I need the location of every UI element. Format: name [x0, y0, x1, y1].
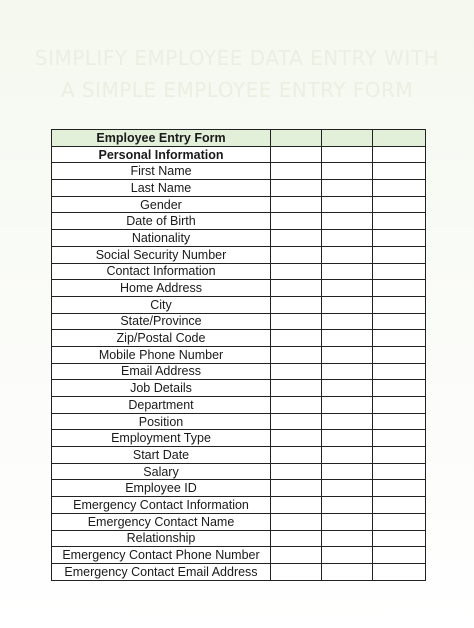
- entry-cell[interactable]: [271, 380, 322, 397]
- header-cell: [373, 130, 426, 147]
- entry-cell[interactable]: [271, 296, 322, 313]
- entry-cell[interactable]: [271, 346, 322, 363]
- entry-cell[interactable]: [373, 563, 426, 580]
- entry-cell[interactable]: [373, 547, 426, 564]
- entry-cell[interactable]: [322, 363, 373, 380]
- entry-cell[interactable]: [373, 330, 426, 347]
- header-cell: [322, 130, 373, 147]
- entry-cell[interactable]: [271, 430, 322, 447]
- entry-cell[interactable]: [322, 146, 373, 163]
- entry-cell[interactable]: [271, 163, 322, 180]
- entry-cell[interactable]: [373, 280, 426, 297]
- entry-cell[interactable]: [271, 146, 322, 163]
- entry-cell[interactable]: [322, 447, 373, 464]
- entry-cell[interactable]: [271, 180, 322, 197]
- entry-cell[interactable]: [322, 213, 373, 230]
- entry-cell[interactable]: [373, 180, 426, 197]
- entry-cell[interactable]: [322, 330, 373, 347]
- field-label: Emergency Contact Information: [52, 497, 271, 514]
- table-row: [52, 313, 426, 330]
- table-row: [52, 413, 426, 430]
- entry-cell[interactable]: [271, 530, 322, 547]
- entry-cell[interactable]: [271, 363, 322, 380]
- table-row: [52, 196, 426, 213]
- header-cell: [271, 130, 322, 147]
- field-label: Emergency Contact Name: [52, 513, 271, 530]
- field-label: Position: [52, 413, 271, 430]
- field-label: State/Province: [52, 313, 271, 330]
- entry-cell[interactable]: [271, 246, 322, 263]
- table-row: [52, 213, 426, 230]
- field-label: Date of Birth: [52, 213, 271, 230]
- page-title: [0, 42, 474, 106]
- table-row: [52, 296, 426, 313]
- entry-cell[interactable]: [322, 246, 373, 263]
- entry-cell[interactable]: [271, 313, 322, 330]
- entry-cell[interactable]: [271, 563, 322, 580]
- entry-cell[interactable]: [373, 346, 426, 363]
- entry-cell[interactable]: [322, 463, 373, 480]
- field-label: Employee ID: [52, 480, 271, 497]
- entry-cell[interactable]: [322, 313, 373, 330]
- entry-cell[interactable]: [373, 363, 426, 380]
- table-row: [52, 330, 426, 347]
- entry-cell[interactable]: [373, 196, 426, 213]
- entry-cell[interactable]: [322, 513, 373, 530]
- entry-cell[interactable]: [322, 397, 373, 414]
- table-row: [52, 463, 426, 480]
- entry-cell[interactable]: [271, 213, 322, 230]
- entry-cell[interactable]: [322, 547, 373, 564]
- table-row: [52, 280, 426, 297]
- entry-cell[interactable]: [271, 330, 322, 347]
- entry-cell[interactable]: [373, 380, 426, 397]
- entry-cell[interactable]: [373, 447, 426, 464]
- title-line-2: A SIMPLE EMPLOYEE ENTRY FORM: [60, 78, 414, 102]
- table-row: [52, 380, 426, 397]
- title-line-1: SIMPLIFY EMPLOYEE DATA ENTRY WITH: [34, 46, 440, 70]
- table-row: [52, 547, 426, 564]
- entry-cell[interactable]: [373, 530, 426, 547]
- entry-cell[interactable]: [373, 296, 426, 313]
- table-row: [52, 497, 426, 514]
- field-label: Job Details: [52, 380, 271, 397]
- entry-cell[interactable]: [373, 413, 426, 430]
- entry-cell[interactable]: [373, 513, 426, 530]
- entry-cell[interactable]: [373, 246, 426, 263]
- entry-cell[interactable]: [322, 480, 373, 497]
- table-header-row: [52, 130, 426, 147]
- table-row: [52, 397, 426, 414]
- entry-cell[interactable]: [271, 397, 322, 414]
- entry-cell[interactable]: [322, 163, 373, 180]
- entry-cell[interactable]: [373, 497, 426, 514]
- entry-cell[interactable]: [271, 447, 322, 464]
- entry-cell[interactable]: [271, 480, 322, 497]
- field-label: Gender: [52, 196, 271, 213]
- entry-cell[interactable]: [373, 230, 426, 247]
- section-row: [52, 146, 426, 163]
- entry-cell[interactable]: [373, 430, 426, 447]
- table-row: [52, 513, 426, 530]
- entry-cell[interactable]: [271, 463, 322, 480]
- entry-cell[interactable]: [271, 413, 322, 430]
- entry-cell[interactable]: [271, 513, 322, 530]
- form-header-label: Employee Entry Form: [52, 130, 271, 147]
- field-label: Emergency Contact Phone Number: [52, 547, 271, 564]
- entry-cell[interactable]: [373, 213, 426, 230]
- field-label: Emergency Contact Email Address: [52, 563, 271, 580]
- entry-cell[interactable]: [322, 263, 373, 280]
- entry-cell[interactable]: [271, 280, 322, 297]
- entry-cell[interactable]: [373, 397, 426, 414]
- entry-cell[interactable]: [373, 163, 426, 180]
- field-label: Relationship: [52, 530, 271, 547]
- entry-cell[interactable]: [322, 530, 373, 547]
- field-label: Zip/Postal Code: [52, 330, 271, 347]
- field-label: Mobile Phone Number: [52, 346, 271, 363]
- table-row: [52, 180, 426, 197]
- entry-cell[interactable]: [322, 180, 373, 197]
- entry-cell[interactable]: [322, 430, 373, 447]
- table-row: [52, 363, 426, 380]
- field-label: City: [52, 296, 271, 313]
- entry-cell[interactable]: [271, 230, 322, 247]
- entry-cell[interactable]: [322, 196, 373, 213]
- entry-cell[interactable]: [373, 313, 426, 330]
- table-row: [52, 346, 426, 363]
- table-row: [52, 480, 426, 497]
- entry-cell[interactable]: [322, 280, 373, 297]
- field-label: Salary: [52, 463, 271, 480]
- field-label: Contact Information: [52, 263, 271, 280]
- entry-cell[interactable]: [271, 497, 322, 514]
- entry-cell[interactable]: [373, 146, 426, 163]
- table-row: [52, 430, 426, 447]
- entry-cell[interactable]: [322, 346, 373, 363]
- entry-cell[interactable]: [373, 263, 426, 280]
- employee-entry-table: [51, 129, 426, 581]
- field-label: Employment Type: [52, 430, 271, 447]
- field-label: Nationality: [52, 230, 271, 247]
- table-row: [52, 230, 426, 247]
- field-label: Social Security Number: [52, 246, 271, 263]
- entry-cell[interactable]: [271, 196, 322, 213]
- entry-cell[interactable]: [271, 263, 322, 280]
- field-label: Department: [52, 397, 271, 414]
- entry-cell[interactable]: [322, 563, 373, 580]
- table-row: [52, 530, 426, 547]
- table-row: [52, 447, 426, 464]
- entry-cell[interactable]: [322, 413, 373, 430]
- field-label: Last Name: [52, 180, 271, 197]
- entry-cell[interactable]: [322, 296, 373, 313]
- entry-cell[interactable]: [373, 480, 426, 497]
- table-row: [52, 163, 426, 180]
- field-label: Email Address: [52, 363, 271, 380]
- entry-cell[interactable]: [373, 463, 426, 480]
- field-label: Home Address: [52, 280, 271, 297]
- entry-cell[interactable]: [322, 230, 373, 247]
- section-label: Personal Information: [52, 146, 271, 163]
- entry-cell[interactable]: [322, 380, 373, 397]
- entry-cell[interactable]: [271, 547, 322, 564]
- entry-cell[interactable]: [322, 497, 373, 514]
- field-label: Start Date: [52, 447, 271, 464]
- field-label: First Name: [52, 163, 271, 180]
- table-row: [52, 563, 426, 580]
- table-row: [52, 246, 426, 263]
- table-row: [52, 263, 426, 280]
